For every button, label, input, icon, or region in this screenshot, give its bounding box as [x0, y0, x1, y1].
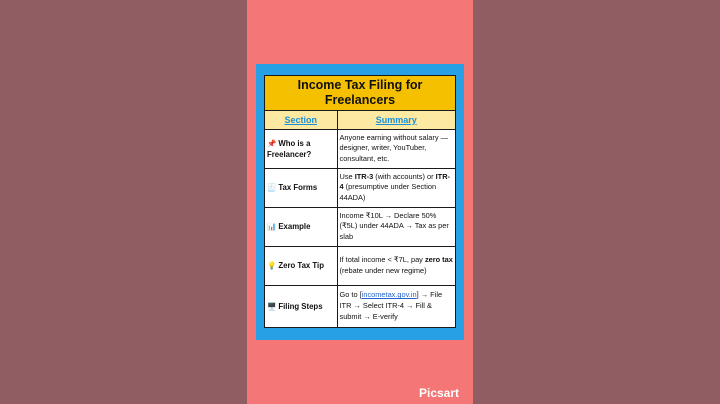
- summary-cell: Anyone earning without salary — designer, writer, YouTuber, consultant, etc.: [337, 129, 455, 168]
- desktop-computer-icon: 🖥️: [267, 301, 277, 311]
- pushpin-icon: 📌: [267, 138, 277, 148]
- incometax-link[interactable]: incometax.gov.in: [361, 290, 417, 300]
- summary-bold: ITR-4: [339, 171, 450, 192]
- section-cell: [265, 285, 337, 327]
- section-label: Tax Forms: [278, 183, 318, 192]
- summary-text: Use: [339, 171, 355, 181]
- section-cell: [265, 246, 337, 285]
- summary-text: (rebate under new regime): [339, 265, 427, 275]
- table-row: [265, 129, 455, 168]
- summary-cell: [337, 246, 455, 285]
- summary-text: (with accounts) or: [373, 171, 436, 181]
- section-label: Who is a Freelancer?: [267, 138, 312, 159]
- summary-cell: [337, 285, 455, 327]
- section-label: Example: [278, 222, 311, 231]
- section-label: Filing Steps: [278, 301, 323, 311]
- summary-text: If total income < ₹7L, pay: [339, 254, 425, 264]
- section-label: Zero Tax Tip: [278, 261, 324, 270]
- summary-text: ] → File ITR → Select ITR-4 → Fill & submit → E-verify: [339, 290, 443, 321]
- summary-header: Summary: [337, 111, 455, 129]
- picsart-watermark: Picsart: [419, 386, 460, 400]
- table-row: [265, 207, 455, 246]
- section-cell: [265, 207, 337, 246]
- summary-bold: zero tax: [424, 254, 453, 264]
- section-cell: [265, 129, 337, 168]
- bar-chart-icon: 📊: [267, 222, 277, 231]
- summary-table: [265, 111, 455, 327]
- header-row: [265, 111, 455, 129]
- summary-cell: Income ₹10L → Declare 50% (₹5L) under 44ADA → Tax as per slab: [337, 207, 455, 246]
- summary-cell: [337, 168, 455, 207]
- section-header: Section: [265, 111, 337, 129]
- right-side-panel: [473, 0, 720, 404]
- table-row: [265, 285, 455, 327]
- left-side-panel: [0, 0, 247, 404]
- section-cell: [265, 168, 337, 207]
- info-card: [264, 75, 456, 328]
- summary-text: Go to [: [339, 290, 362, 300]
- summary-bold: ITR-3: [354, 171, 374, 181]
- card-title: Income Tax Filing for Freelancers: [265, 76, 455, 111]
- summary-text: (presumptive under Section 44ADA): [339, 182, 437, 202]
- table-row: [265, 168, 455, 207]
- receipt-icon: 🧾: [267, 183, 277, 192]
- light-bulb-icon: 💡: [267, 261, 277, 270]
- table-row: [265, 246, 455, 285]
